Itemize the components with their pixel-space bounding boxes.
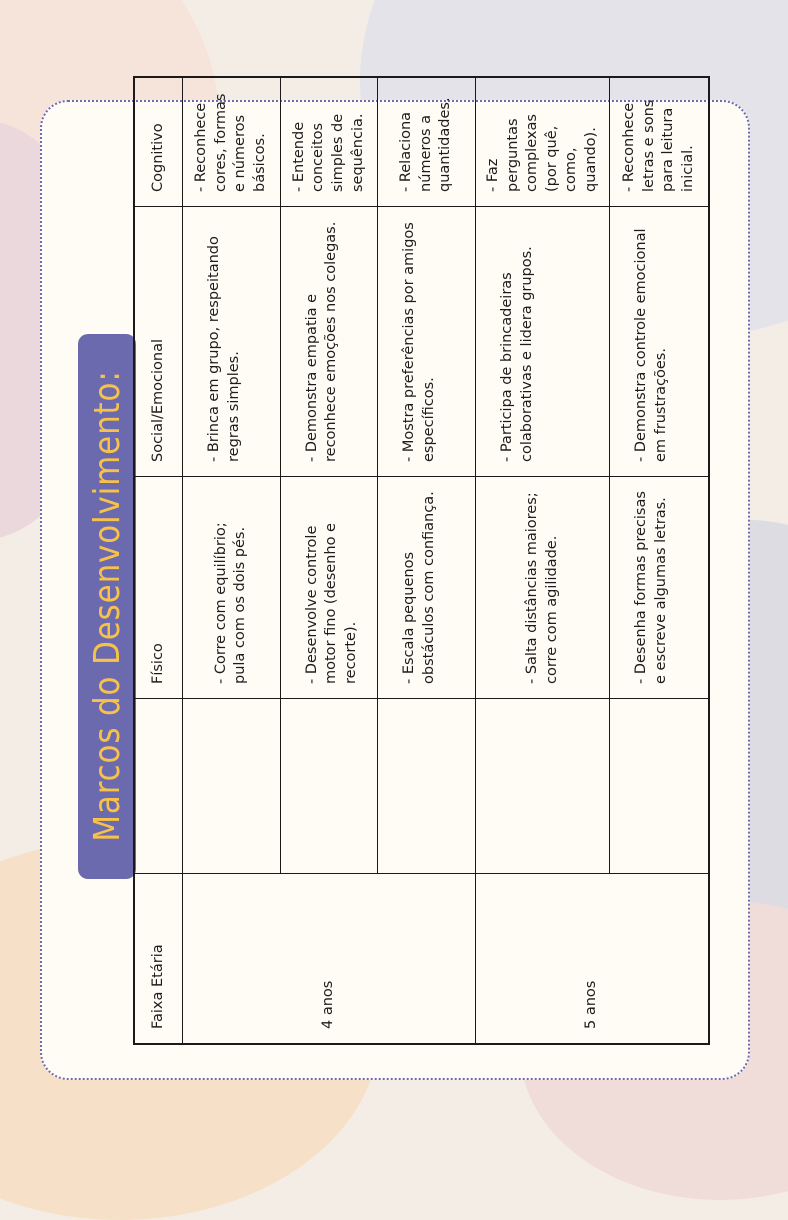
fisico-cell: - Corre com equilíbrio; pula com os dois pés. bbox=[183, 476, 281, 698]
fisico-cell: - Desenvolve controle motor fino (desenho e recorte). bbox=[281, 476, 379, 698]
empty-cell bbox=[610, 698, 708, 873]
header-cognitivo: Cognitivo bbox=[135, 78, 183, 206]
header-fisico bbox=[135, 698, 183, 873]
empty-cell bbox=[281, 698, 379, 873]
fisico-cell: - Desenha formas precisas e escreve algumas letras. bbox=[610, 476, 708, 698]
cognitivo-cell: - Entende conceitos simples de sequência. bbox=[281, 78, 379, 206]
header-social: Social/Emocional bbox=[135, 206, 183, 476]
cognitivo-cell: - Relaciona números a quantidades. bbox=[378, 78, 476, 206]
age-cell: 5 anos bbox=[476, 873, 708, 1043]
age-cell: 4 anos bbox=[183, 873, 476, 1043]
title-banner bbox=[78, 334, 136, 879]
header-faixa-etaria: Faixa Etária bbox=[135, 873, 183, 1043]
cognitivo-cell: - Faz perguntas complexas (por quê, como, quando). bbox=[476, 78, 610, 206]
cognitivo-cell: - Reconhece cores, formas e números básicos. bbox=[183, 78, 281, 206]
header-fisico-text: Físico bbox=[135, 476, 183, 698]
social-cell: - Brinca em grupo, respeitando regras simples. bbox=[183, 206, 281, 476]
empty-cell bbox=[378, 698, 476, 873]
social-cell: - Participa de brincadeiras colaborativas e lidera grupos. bbox=[476, 206, 610, 476]
development-table bbox=[133, 76, 710, 1045]
cognitivo-cell: - Reconhece letras e sons para leitura inicial. bbox=[621, 99, 696, 192]
fisico-cell: - Escala pequenos obstáculos com confiança. bbox=[378, 476, 476, 698]
empty-cell bbox=[476, 698, 610, 873]
fisico-cell: - Salta distâncias maiores; corre com agilidade. bbox=[476, 476, 610, 698]
social-cell: - Demonstra controle emocional em frustrações. bbox=[610, 206, 708, 476]
empty-cell bbox=[183, 698, 281, 873]
social-cell: - Mostra preferências por amigos específicos. bbox=[378, 206, 476, 476]
page-title: Marcos do Desenvolvimento: bbox=[86, 370, 128, 843]
social-cell: - Demonstra empatia e reconhece emoções nos colegas. bbox=[281, 206, 379, 476]
